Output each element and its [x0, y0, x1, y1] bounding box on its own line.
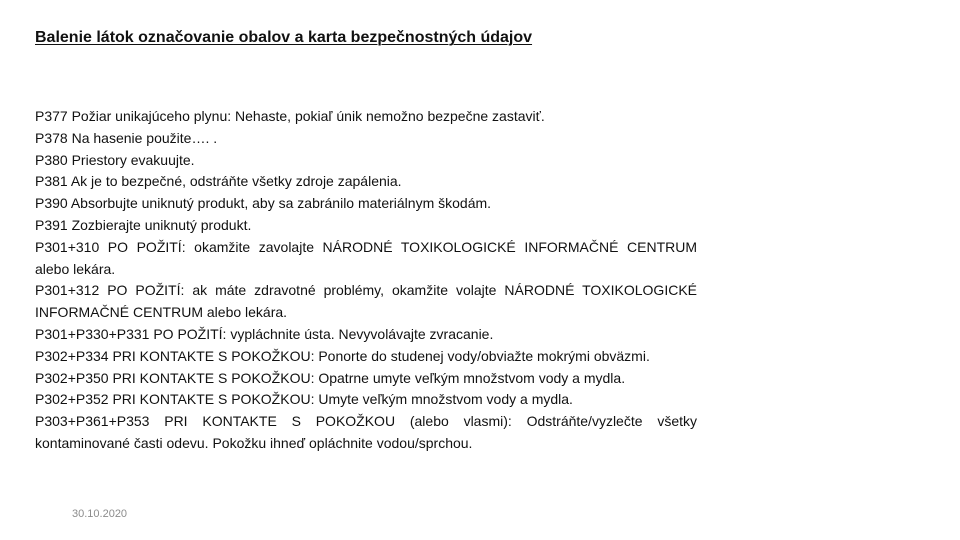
slide-title: Balenie látok označovanie obalov a karta bezpečnostných údajov [35, 29, 533, 46]
statement-p391: P391 Zozbierajte uniknutý produkt. [35, 216, 252, 233]
precautionary-statements [35, 106, 697, 455]
slide-date: 30.10.2020 [72, 508, 128, 520]
statement-p381: P381 Ak je to bezpečné, odstráňte všetky zdroje zapálenia. [35, 173, 402, 190]
statement-p301-p330-p331: P301+P330+P331 PO POŽITÍ: vypláchnite ústa. Nevyvolávajte zvracanie. [35, 325, 494, 342]
statement-p302-p334: P302+P334 PRI KONTAKTE S POKOŽKOU: Ponorte do studenej vody/obviažte mokrými obväzmi. [35, 347, 650, 364]
statement-p302-p352: P302+P352 PRI KONTAKTE S POKOŽKOU: Umyte veľkým množstvom vody a mydla. [35, 391, 573, 408]
statement-p302-p350: P302+P350 PRI KONTAKTE S POKOŽKOU: Opatrne umyte veľkým množstvom vody a mydla. [35, 369, 626, 386]
statement-p378: P378 Na hasenie použite…. . [35, 129, 218, 146]
statement-p303-p361-p353: P303+P361+P353 PRI KONTAKTE S POKOŽKOU (alebo vlasmi): Odstráňte/vyzlečte všetky kontaminované časti odevu. Pokožku ihneď opláchnite vodou/sprchou. [35, 413, 697, 451]
statement-p377: P377 Požiar unikajúceho plynu: Nehaste, pokiaľ únik nemožno bezpečne zastaviť. [35, 108, 545, 124]
statement-p301-312: P301+312 PO POŽITÍ: ak máte zdravotné problémy, okamžite volajte NÁRODNÉ TOXIKOLOGICKÉ INFORMAČNÉ CENTRUM alebo lekára. [35, 282, 697, 321]
statement-p301-310: P301+310 PO POŽITÍ: okamžite zavolajte NÁRODNÉ TOXIKOLOGICKÉ INFORMAČNÉ CENTRUM alebo lekára. [35, 238, 697, 277]
statement-p380: P380 Priestory evakuujte. [35, 151, 195, 168]
statement-p390: P390 Absorbujte uniknutý produkt, aby sa zabránilo materiálnym škodám. [35, 195, 492, 212]
